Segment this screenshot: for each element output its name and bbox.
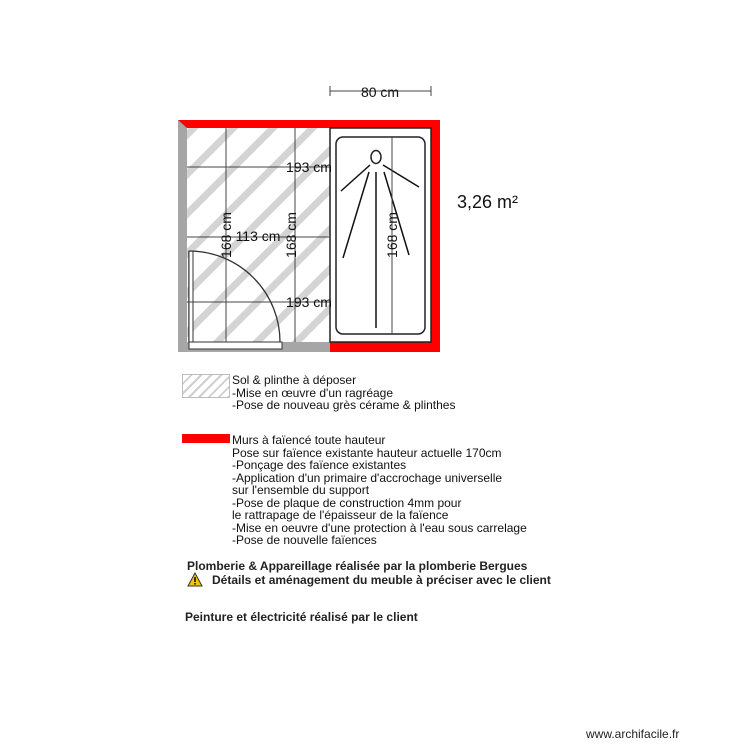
wall-legend-line: -Pose de plaque de construction 4mm pour <box>232 495 462 510</box>
details-note: Détails et aménagement du meuble à préciser avec le client <box>212 573 551 587</box>
warning-icon <box>187 572 203 587</box>
wall-legend-line: Murs à faïencé toute hauteur <box>232 433 386 447</box>
wall-legend-line: le rattrapage de l'épaisseur de la faïence <box>232 508 449 522</box>
wall-legend-line: -Ponçage des faïence existantes <box>232 458 407 472</box>
dim-top-outer: 80 cm <box>360 84 400 100</box>
wall-legend <box>232 434 527 547</box>
floor-legend <box>232 374 455 412</box>
dim-top-inner: 193 cm <box>286 159 332 175</box>
door-panel <box>189 251 193 342</box>
wall-legend-line: -Mise en oeuvre d'une protection à l'eau sous carrelage <box>232 520 527 535</box>
dim-mid-vertical: 168 cm <box>283 212 299 258</box>
plumbing-note: Plomberie & Appareillage réalisée par la plomberie Bergues <box>187 559 528 573</box>
door-threshold <box>189 342 282 349</box>
wall-top <box>178 120 440 128</box>
wall-legend-line: -Application d'un primaire d'accrochage universelle <box>232 470 503 485</box>
wall-right <box>431 120 440 352</box>
dim-shower-vertical: 168 cm <box>384 212 400 258</box>
dim-middle: 113 cm <box>235 228 281 244</box>
paint-note: Peinture et électricité réalisé par le client <box>185 610 418 624</box>
room-area-label: 3,26 m² <box>457 192 519 212</box>
watermark: www.archifacile.fr <box>586 727 680 741</box>
floor-legend-line: Sol & plinthe à déposer <box>232 373 357 387</box>
dim-bottom-inner: 193 cm <box>286 294 332 310</box>
wall-legend-line: Pose sur faïence existante hauteur actuelle 170cm <box>232 445 502 460</box>
wall-legend-line: -Pose de nouvelle faïences <box>232 533 377 547</box>
wall-legend-swatch <box>182 434 230 443</box>
floor-legend-line: -Pose de nouveau grès cérame & plinthes <box>232 398 456 412</box>
floor-legend-swatch <box>182 374 230 398</box>
dim-left-vertical: 168 cm <box>218 212 234 258</box>
wall-legend-line: sur l'ensemble du support <box>232 483 370 497</box>
shower-head-icon <box>371 151 381 164</box>
wall-bottom-right <box>330 342 440 352</box>
wall-left <box>178 120 187 352</box>
floor-legend-line: -Mise en œuvre d'un ragréage <box>232 385 394 400</box>
